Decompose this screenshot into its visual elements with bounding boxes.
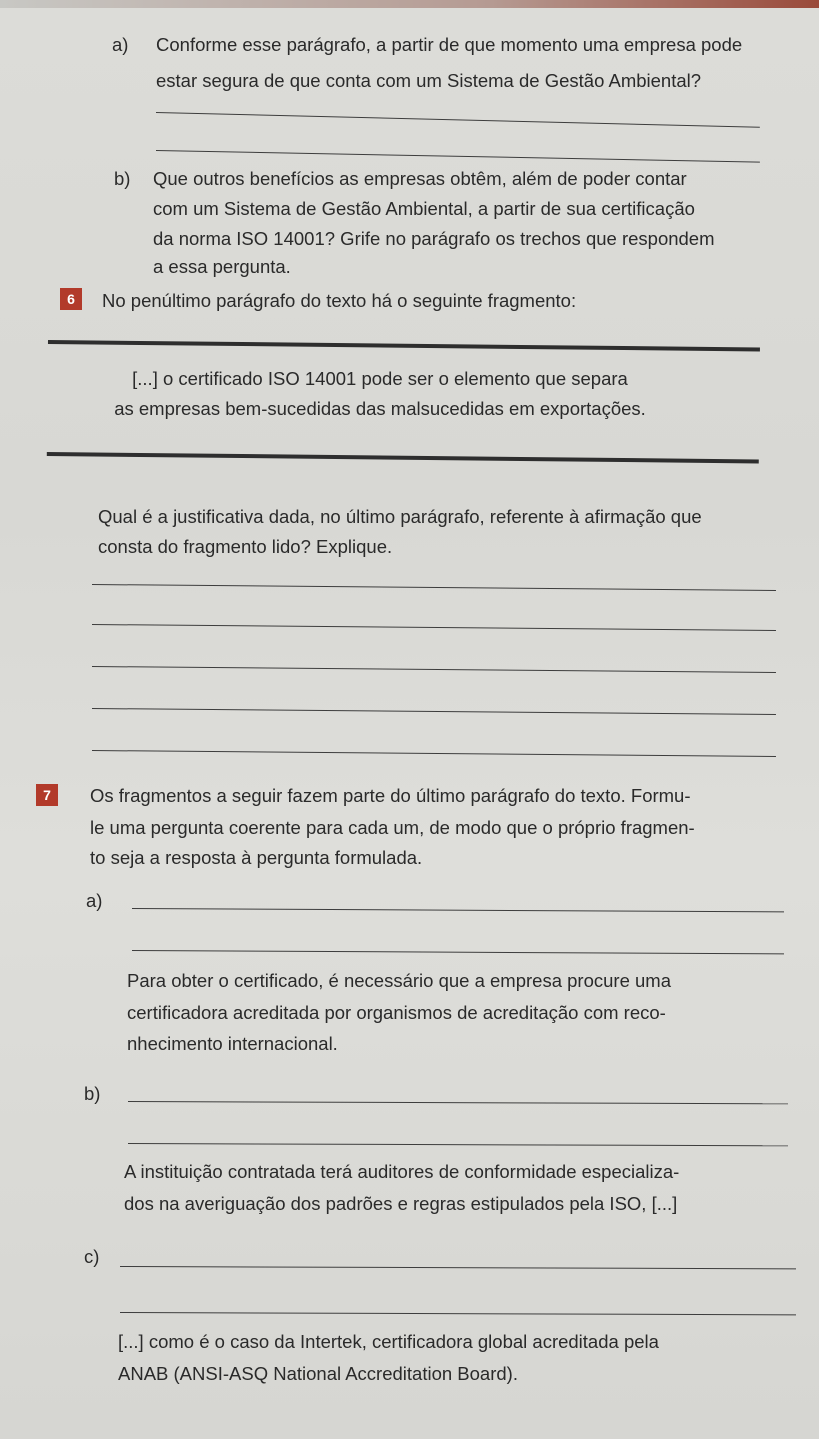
- q5-b-line-4: a essa pergunta.: [153, 256, 291, 277]
- q6-answer-line-5[interactable]: [92, 750, 776, 757]
- q7-a-line-1: Para obter o certificado, é necessário que a empresa procure uma: [127, 970, 671, 991]
- q7-b-answer-line-2[interactable]: [128, 1143, 788, 1146]
- q7-c-answer-line-1[interactable]: [120, 1266, 796, 1269]
- q7-b-line-1: A instituição contratada terá auditores de conformidade especializa-: [124, 1161, 680, 1182]
- q6-answer-line-3[interactable]: [92, 666, 776, 673]
- q7-a-answer-line-1[interactable]: [132, 908, 784, 912]
- q5-b-line-2: com um Sistema de Gestão Ambiental, a partir de sua certificação: [153, 198, 695, 219]
- q5-b-line-3: da norma ISO 14001? Grife no parágrafo os trechos que respondem: [153, 228, 715, 249]
- q6-answer-line-4[interactable]: [92, 708, 776, 715]
- q7-c-line-1: [...] como é o caso da Intertek, certificadora global acreditada pela: [118, 1331, 659, 1352]
- q5-b-line-1: Que outros benefícios as empresas obtêm, além de poder contar: [153, 168, 687, 189]
- q7-c-answer-line-2[interactable]: [120, 1312, 796, 1315]
- q5-a-line-2: estar segura de que conta com um Sistema de Gestão Ambiental?: [156, 70, 702, 91]
- q7-intro-line-3: to seja a resposta à pergunta formulada.: [90, 847, 423, 868]
- q6-quote-text: [60, 364, 700, 424]
- q6-quote-line-1: [...] o certificado ISO 14001 pode ser o elemento que separa: [132, 368, 628, 389]
- q7-number-badge: 7: [36, 784, 58, 806]
- q7-intro-line-2: le uma pergunta coerente para cada um, de modo que o próprio fragmen-: [90, 817, 695, 838]
- q7-c-marker: c): [84, 1246, 100, 1267]
- q6-prompt-line-1: Qual é a justificativa dada, no último parágrafo, referente à afirmação que: [98, 506, 702, 527]
- q5-a-marker: a): [112, 34, 129, 55]
- q7-c-line-2: ANAB (ANSI-ASQ National Accreditation Board).: [118, 1363, 518, 1384]
- q7-b-line-2: dos na averiguação dos padrões e regras estipulados pela ISO, [...]: [124, 1193, 678, 1214]
- q6-prompt-line-2: consta do fragmento lido? Explique.: [98, 536, 393, 557]
- q6-quote-line-2: as empresas bem-sucedidas das malsucedidas em exportações.: [114, 398, 646, 419]
- q7-a-answer-line-2[interactable]: [132, 950, 784, 954]
- q5-a-answer-line-2[interactable]: [156, 150, 760, 163]
- q7-a-marker: a): [86, 890, 103, 911]
- q7-b-marker: b): [84, 1083, 101, 1104]
- q7-intro-line-1: Os fragmentos a seguir fazem parte do último parágrafo do texto. Formu-: [90, 785, 691, 806]
- q6-intro: No penúltimo parágrafo do texto há o seguinte fragmento:: [102, 290, 577, 311]
- q6-answer-line-1[interactable]: [92, 584, 776, 591]
- q7-b-answer-line-1[interactable]: [128, 1101, 788, 1104]
- q6-number-badge: 6: [60, 288, 82, 310]
- q5-a-answer-line-1[interactable]: [156, 112, 760, 128]
- q5-a-line-1: Conforme esse parágrafo, a partir de que momento uma empresa pode: [156, 34, 743, 55]
- q5-b-marker: b): [114, 168, 131, 189]
- q7-a-line-2: certificadora acreditada por organismos de acreditação com reco-: [127, 1002, 666, 1023]
- q7-a-line-3: nhecimento internacional.: [127, 1033, 338, 1054]
- q6-answer-line-2[interactable]: [92, 624, 776, 631]
